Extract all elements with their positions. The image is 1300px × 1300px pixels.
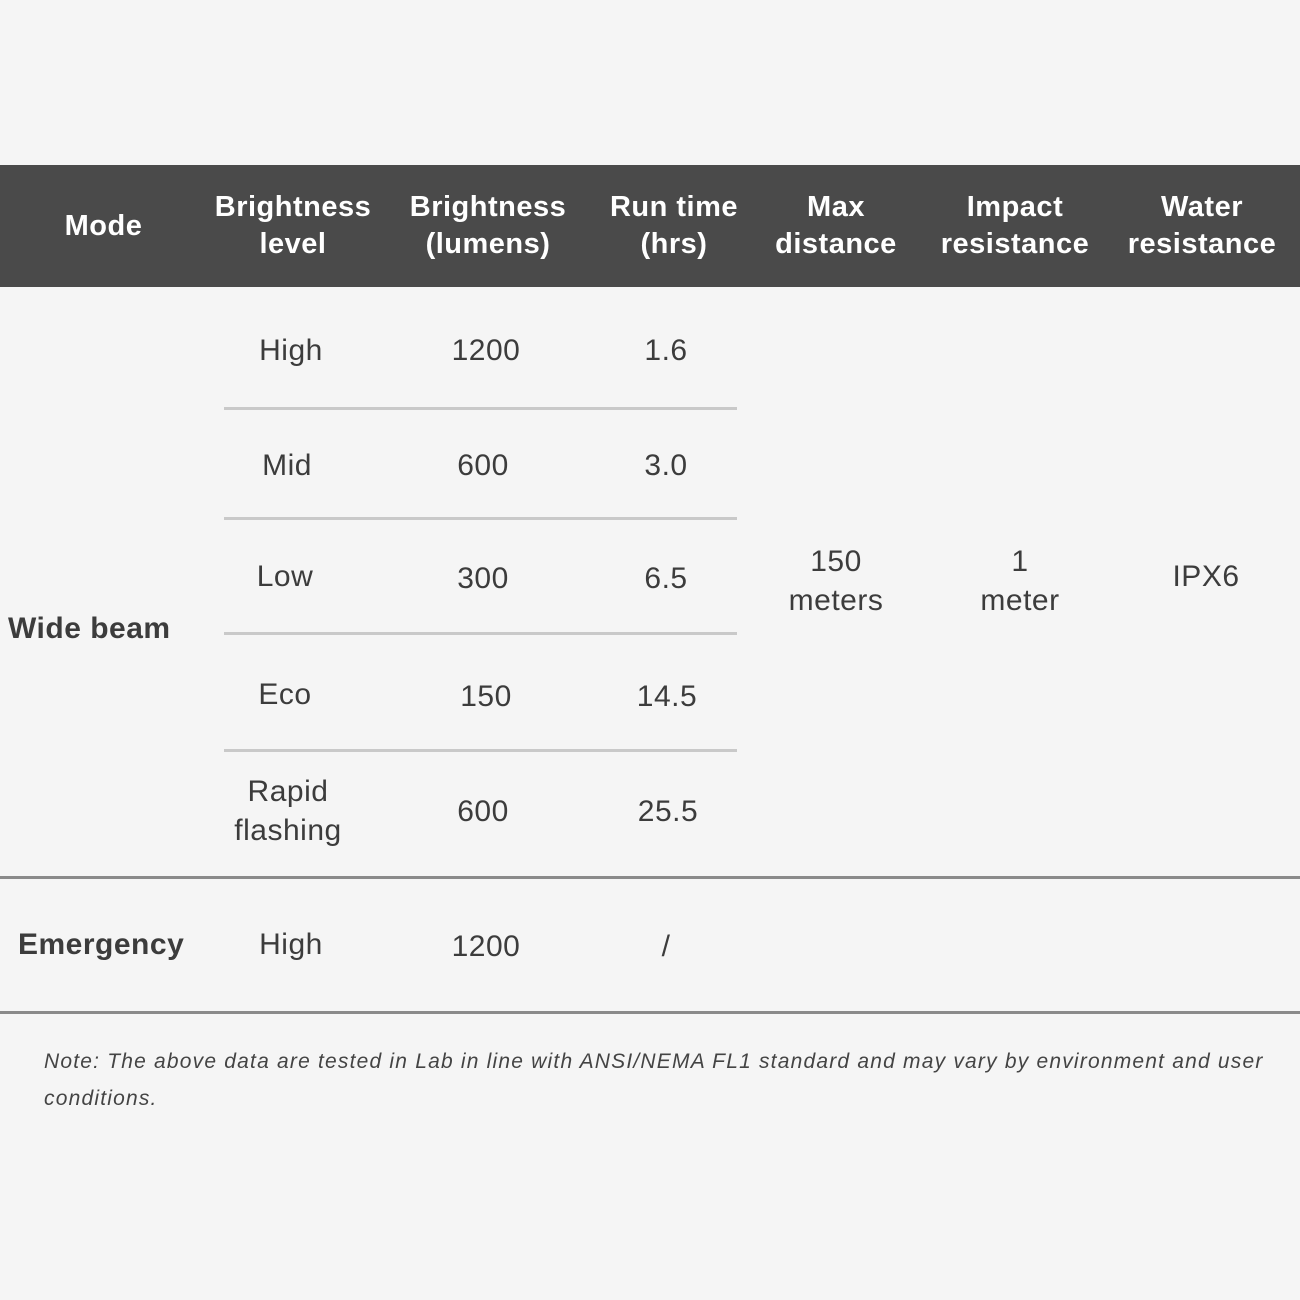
table-bottom-rule bbox=[0, 1011, 1300, 1014]
emergency-runtime: / bbox=[661, 929, 671, 963]
header-mode: Mode bbox=[64, 209, 143, 242]
header-brightness-lumens: Brightness (lumens) bbox=[409, 191, 567, 260]
impact-resistance-value: 1 meter bbox=[980, 545, 1060, 617]
max-distance-value: 150 meters bbox=[788, 545, 884, 617]
row-low-level: Low bbox=[256, 559, 314, 593]
table-header bbox=[0, 165, 1300, 287]
row-eco-lumens: 150 bbox=[460, 679, 512, 713]
row-divider bbox=[224, 632, 737, 635]
header-water-resistance: Water resistance bbox=[1127, 191, 1277, 260]
row-high-lumens: 1200 bbox=[451, 333, 521, 367]
mode-wide-beam: Wide beam bbox=[8, 611, 171, 645]
row-low-runtime: 6.5 bbox=[644, 561, 688, 595]
header-impact-resistance: Impact resistance bbox=[940, 191, 1090, 260]
row-eco-runtime: 14.5 bbox=[636, 679, 698, 713]
emergency-level: High bbox=[259, 927, 323, 961]
emergency-lumens: 1200 bbox=[451, 929, 521, 963]
row-mid-level: Mid bbox=[262, 448, 312, 482]
row-eco-level: Eco bbox=[258, 677, 312, 711]
row-divider bbox=[224, 749, 737, 752]
header-max-distance: Max distance bbox=[775, 191, 897, 260]
row-mid-runtime: 3.0 bbox=[644, 448, 688, 482]
row-high-runtime: 1.6 bbox=[644, 333, 688, 367]
row-rapid-flashing-level: Rapid flashing bbox=[234, 775, 342, 847]
header-brightness-level: Brightness level bbox=[214, 191, 372, 260]
group-divider bbox=[0, 876, 1300, 879]
row-low-lumens: 300 bbox=[457, 561, 509, 595]
row-rapid-flashing-lumens: 600 bbox=[457, 794, 509, 828]
mode-emergency: Emergency bbox=[18, 927, 185, 961]
row-divider bbox=[224, 407, 737, 410]
water-resistance-value: IPX6 bbox=[1172, 559, 1240, 593]
row-mid-lumens: 600 bbox=[457, 448, 509, 482]
footnote: Note: The above data are tested in Lab in line with ANSI/NEMA FL1 standard and may vary by environment and user conditions. bbox=[44, 1050, 1264, 1110]
row-high-level: High bbox=[259, 333, 323, 367]
row-rapid-flashing-runtime: 25.5 bbox=[637, 794, 699, 828]
row-divider bbox=[224, 517, 737, 520]
header-run-time: Run time (hrs) bbox=[609, 191, 739, 260]
